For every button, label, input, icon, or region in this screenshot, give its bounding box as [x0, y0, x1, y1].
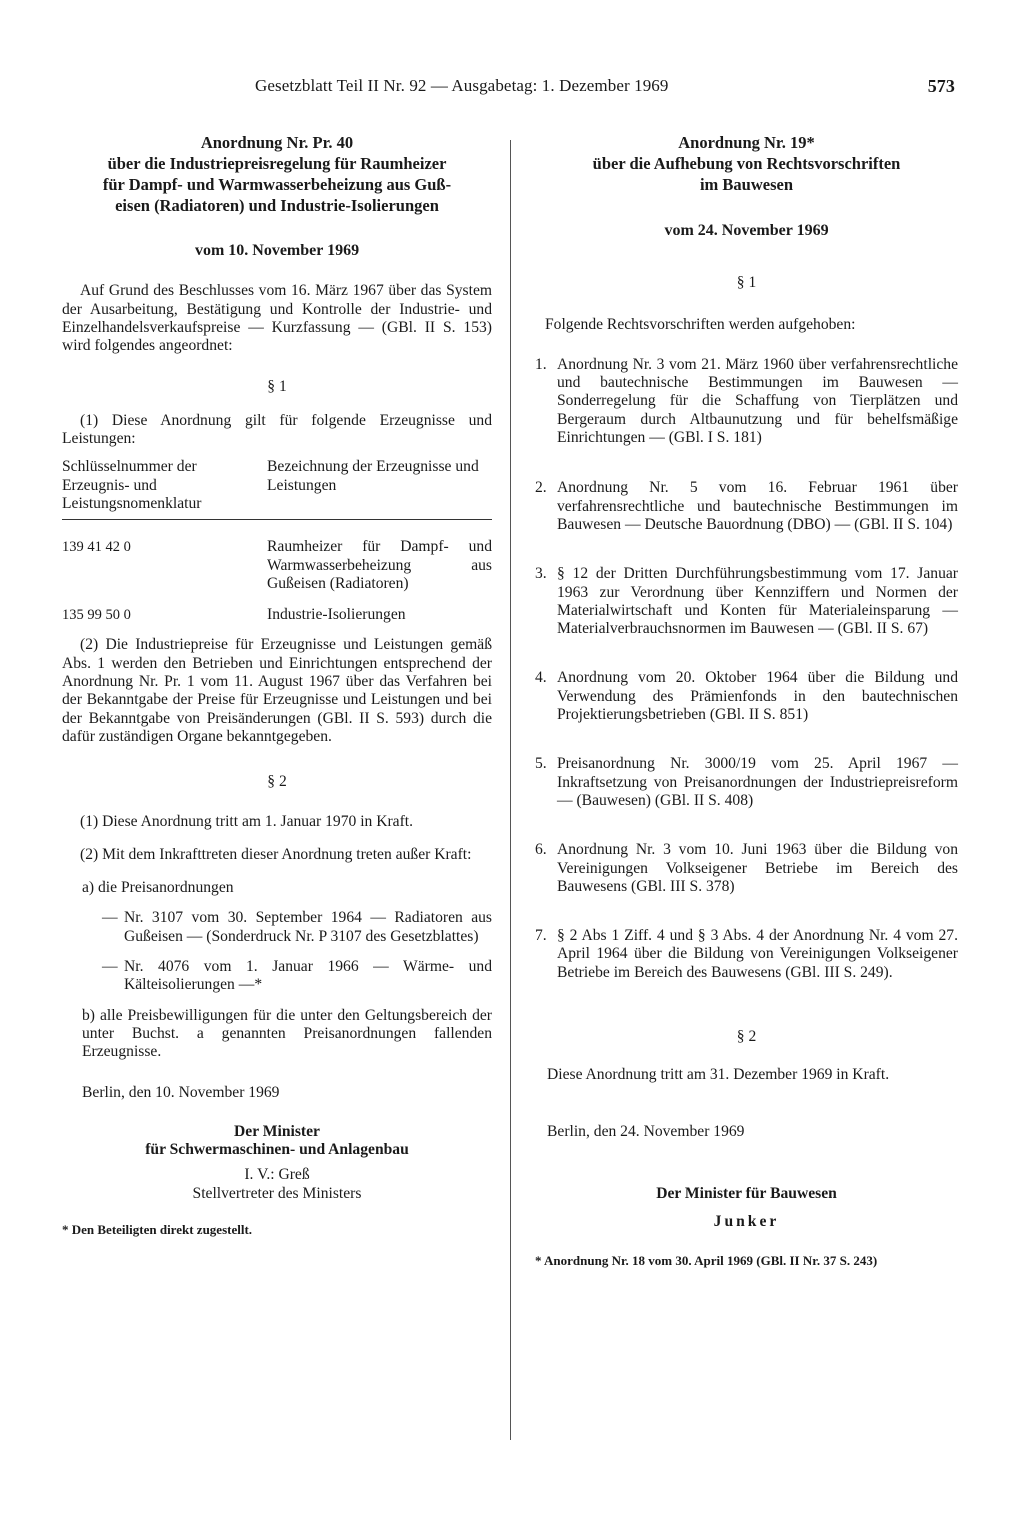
list-item [62, 909, 492, 946]
left-signature-role: Stellvertreter des Ministers [192, 1184, 362, 1202]
right-title-line-1: Anordnung Nr. 19* [678, 133, 815, 152]
dash-marker: — [102, 909, 118, 927]
right-title-line-2: über die Aufhebung von Rechtsvorschriften [592, 154, 901, 173]
repealed-list [535, 356, 958, 982]
list-item-number: 1. [535, 355, 547, 373]
list-item [535, 565, 958, 638]
list-item [535, 927, 958, 982]
list-item-text: § 12 der Dritten Durchführungsbestimmung vom 17. Januar 1963 zur Verordnung über Kennziffern und Normen der Materialwirtschaft und Konten für Materialeinsparung — Materialverbrauchsnormen im Bauwesen — (GBl. II S. 67) [557, 565, 958, 638]
right-place-date: Berlin, den 24. November 1969 [547, 1122, 745, 1140]
table-row [62, 606, 492, 624]
page-number: 573 [927, 76, 955, 96]
list-item [535, 479, 958, 534]
list-item [535, 356, 958, 447]
list-item-text: Anordnung vom 20. Oktober 1964 über die Bildung und Verwendung des Prämienfonds in den bautechnischen Projektierungsbetrieben (GBl. II S. 851) [557, 669, 958, 724]
column-divider [510, 140, 511, 1440]
table-cell-code: 135 99 50 0 [62, 607, 131, 624]
left-title-line-4: eisen (Radiatoren) und Industrie-Isolierungen [115, 196, 439, 215]
left-title-line-1: Anordnung Nr. Pr. 40 [200, 133, 354, 152]
right-intro: Folgende Rechtsvorschriften werden aufgehoben: [545, 315, 856, 333]
table-header-name: Bezeichnung der Erzeugnisse und Leistungen [267, 458, 479, 494]
left-section-1-para-1: (1) Diese Anordnung gilt für folgende Erzeugnisse und Leistungen: [62, 411, 492, 448]
right-section-2: § 2 [736, 1028, 757, 1046]
list-item-number: 5. [535, 755, 547, 773]
left-section-1: § 1 [267, 378, 287, 396]
left-section-2-para-1: (1) Diese Anordnung tritt am 1. Januar 1970 in Kraft. [80, 812, 414, 830]
list-item-text: § 2 Abs 1 Ziff. 4 und § 3 Abs. 4 der Anordnung Nr. 4 vom 27. April 1964 über die Bildung von Vereinigungen Volkseigener Betriebe im Bereich des Bauwesens (GBl. III S. 249). [557, 927, 958, 981]
left-section-2: § 2 [267, 773, 287, 791]
list-item [535, 755, 958, 810]
table-cell-name: Industrie-Isolierungen [267, 606, 406, 624]
right-signature-title: Der Minister für Bauwesen [656, 1184, 837, 1202]
table-header-code: Schlüsselnummer der Erzeugnis- und Leistungsnomenklatur [62, 458, 202, 512]
list-item-number: 7. [535, 927, 547, 945]
right-column [535, 132, 958, 1270]
left-column [62, 132, 492, 1239]
list-item-number: 4. [535, 669, 547, 687]
right-footnote: * Anordnung Nr. 18 vom 30. April 1969 (GBl. II Nr. 37 S. 243) [535, 1252, 878, 1268]
list-item-text: Nr. 4076 vom 1. Januar 1966 — Wärme- und Kälteisolierungen —* [124, 958, 492, 994]
page-header [255, 76, 955, 100]
right-section-2-para: Diese Anordnung tritt am 31. Dezember 1969 in Kraft. [547, 1066, 890, 1084]
list-item [535, 841, 958, 896]
list-item [535, 669, 958, 724]
list-item-text: Anordnung Nr. 3 vom 10. Juni 1963 über die Bildung von Vereinigungen Volkseigener Betriebe im Bereich des Bauwesens (GBl. III S. 378) [557, 841, 958, 895]
header-title: Gesetzblatt Teil II Nr. 92 — Ausgabetag: 1. Dezember 1969 [255, 76, 669, 95]
right-date: vom 24. November 1969 [664, 222, 829, 239]
left-section-2-para-2: (2) Mit dem Inkrafttreten dieser Anordnung treten außer Kraft: [80, 845, 472, 863]
list-item-number: 6. [535, 841, 547, 859]
list-item-text: Preisanordnung Nr. 3000/19 vom 25. April 1967 — Inkraftsetzung von Preisanordnungen der Industriepreisreform — (Bauwesen) (GBl. II S. 408) [557, 755, 958, 809]
right-signature-name: Junker [713, 1213, 780, 1231]
left-title-line-3: für Dampf- und Warmwasserbeheizung aus Guß- [102, 175, 452, 194]
table-row [62, 538, 492, 593]
left-signature-title-2: für Schwermaschinen- und Anlagenbau [145, 1141, 409, 1159]
list-a-label: a) die Preisanordnungen [82, 879, 234, 897]
list-item-number: 2. [535, 479, 547, 497]
left-place-date: Berlin, den 10. November 1969 [82, 1083, 280, 1101]
right-section-1: § 1 [736, 274, 757, 292]
list-item-text: Anordnung Nr. 5 vom 16. Februar 1961 über verfahrensrechtliche und bautechnische Bestimmungen im Bauwesen — Deutsche Bauordnung (DBO) — (GBl. II S. 104) [557, 479, 958, 533]
table-rule [62, 519, 492, 520]
left-title-line-2: über die Industriepreisregelung für Raumheizer [107, 154, 447, 173]
product-table-header [62, 458, 492, 513]
dash-marker: — [102, 958, 118, 976]
table-cell-code: 139 41 42 0 [62, 539, 131, 556]
list-b-label: b) alle Preisbewilligungen für die unter den Geltungsbereich der unter Buchst. a genannten Preisanordnungen fallenden Erzeugnisse. [82, 1006, 492, 1061]
right-title-line-3: im Bauwesen [699, 175, 794, 194]
left-signature-title-1: Der Minister [234, 1122, 320, 1140]
table-cell-name: Raumheizer für Dampf- und Warmwasserbeheizung aus Gußeisen (Radiatoren) [267, 538, 492, 592]
list-item-text: Anordnung Nr. 3 vom 21. März 1960 über verfahrensrechtliche und bautechnische Bestimmungen im Bauwesen — Sonderregelung für die Schaffung von Tierplätzen und Bergeraum durch Altbaunutzung und für behelfsmäßige Einrichtungen — (GBl. I S. 181) [557, 355, 958, 447]
left-footnote: * Den Beteiligten direkt zugestellt. [62, 1221, 253, 1237]
list-item-text: Nr. 3107 vom 30. September 1964 — Radiatoren aus Gußeisen — (Sonderdruck Nr. P 3107 des Gesetzblattes) [124, 909, 492, 945]
left-date: vom 10. November 1969 [194, 242, 360, 259]
left-intro: Auf Grund des Beschlusses vom 16. März 1967 über das System der Ausarbeitung, Bestätigung und Kontrolle der Industrie- und Einzelhandelsverkaufspreise — Kurzfassung — (GBl. II S. 153) wird folgendes angeordnet: [62, 282, 492, 355]
left-section-1-para-2: (2) Die Industriepreise für Erzeugnisse und Leistungen gemäß Abs. 1 werden den Betrieben und Einrichtungen entsprechend der Anordnung Nr. Pr. 1 vom 11. August 1967 über das Verfahren bei der Bekanntgabe der Preise für Erzeugnisse und Leistungen und bei der Bekanntgabe von Preisänderungen (GBl. II S. 593) durch die dafür zuständigen Organe bekanntgegeben. [62, 636, 492, 745]
left-signature-name: I. V.: Greß [244, 1166, 310, 1184]
list-item-number: 3. [535, 565, 547, 583]
list-item [62, 958, 492, 995]
